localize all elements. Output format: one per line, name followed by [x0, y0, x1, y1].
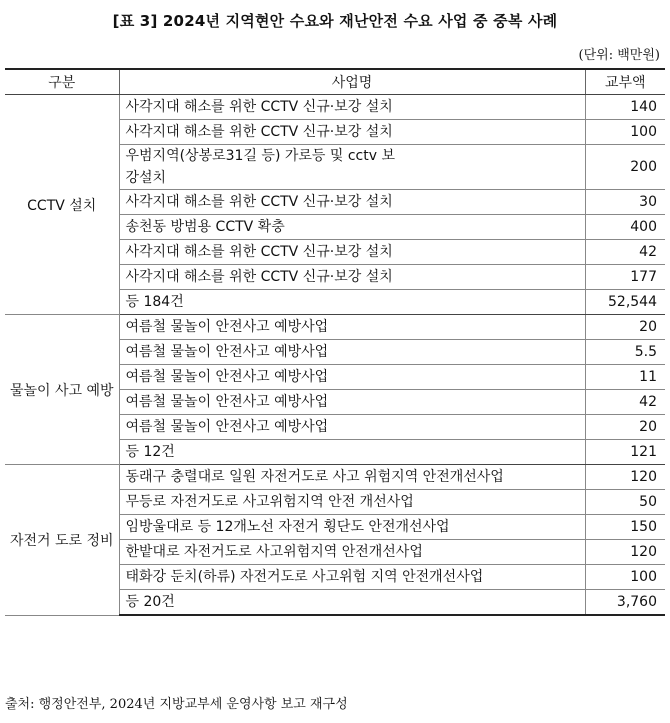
project-name: 임방울대로 등 12개노선 자전거 횡단도 안전개선사업 [119, 515, 585, 540]
category-cell: 물놀이 사고 예방 [5, 315, 119, 465]
summary-amount: 121 [585, 440, 665, 465]
amount-cell: 30 [585, 190, 665, 215]
project-name: 사각지대 해소를 위한 CCTV 신규·보강 설치 [119, 190, 585, 215]
amount-cell: 150 [585, 515, 665, 540]
project-name: 사각지대 해소를 위한 CCTV 신규·보강 설치 [119, 120, 585, 145]
header-category: 구분 [5, 69, 119, 95]
amount-cell: 42 [585, 390, 665, 415]
amount-cell: 20 [585, 415, 665, 440]
table-row [5, 315, 665, 340]
amount-cell: 100 [585, 565, 665, 590]
project-name: 태화강 둔치(하류) 자전거도로 사고위험 지역 안전개선사업 [119, 565, 585, 590]
project-name: 무등로 자전거도로 사고위험지역 안전 개선사업 [119, 490, 585, 515]
project-name: 여름철 물놀이 안전사고 예방사업 [119, 390, 585, 415]
table-title: [표 3] 2024년 지역현안 수요와 재난안전 수요 사업 중 중복 사례 [112, 12, 558, 30]
summary-name: 등 12건 [119, 440, 585, 465]
project-name: 동래구 충렬대로 일원 자전거도로 사고 위험지역 안전개선사업 [119, 465, 585, 490]
amount-cell: 120 [585, 540, 665, 565]
project-name: 사각지대 해소를 위한 CCTV 신규·보강 설치 [119, 95, 585, 120]
project-name: 송천동 방범용 CCTV 확충 [119, 215, 585, 240]
header-row [5, 69, 665, 95]
project-name: 여름철 물놀이 안전사고 예방사업 [119, 365, 585, 390]
category-cell: CCTV 설치 [5, 95, 119, 315]
header-project: 사업명 [119, 69, 585, 95]
project-name: 사각지대 해소를 위한 CCTV 신규·보강 설치 [119, 265, 585, 290]
summary-name: 등 184건 [119, 290, 585, 315]
category-cell: 자전거 도로 정비 [5, 465, 119, 616]
summary-amount: 3,760 [585, 590, 665, 616]
amount-cell: 177 [585, 265, 665, 290]
summary-amount: 52,544 [585, 290, 665, 315]
project-name: 여름철 물놀이 안전사고 예방사업 [119, 340, 585, 365]
project-name: 사각지대 해소를 위한 CCTV 신규·보강 설치 [119, 240, 585, 265]
project-name: 여름철 물놀이 안전사고 예방사업 [119, 315, 585, 340]
project-name: 우범지역(상봉로31길 등) 가로등 및 cctv 보강설치 [119, 145, 585, 190]
duplicate-projects-table [5, 68, 665, 616]
project-name: 한밭대로 자전거도로 사고위험지역 안전개선사업 [119, 540, 585, 565]
unit-label: (단위: 백만원) [578, 48, 660, 63]
amount-cell: 42 [585, 240, 665, 265]
amount-cell: 11 [585, 365, 665, 390]
amount-cell: 50 [585, 490, 665, 515]
project-name: 여름철 물놀이 안전사고 예방사업 [119, 415, 585, 440]
amount-cell: 20 [585, 315, 665, 340]
amount-cell: 200 [585, 145, 665, 190]
amount-cell: 140 [585, 95, 665, 120]
table-row [5, 95, 665, 120]
source-note: 출처: 행정안전부, 2024년 지방교부세 운영사항 보고 재구성 [5, 697, 348, 712]
amount-cell: 400 [585, 215, 665, 240]
amount-cell: 5.5 [585, 340, 665, 365]
amount-cell: 120 [585, 465, 665, 490]
amount-cell: 100 [585, 120, 665, 145]
summary-name: 등 20건 [119, 590, 585, 616]
table-row [5, 465, 665, 490]
header-amount: 교부액 [585, 69, 665, 95]
